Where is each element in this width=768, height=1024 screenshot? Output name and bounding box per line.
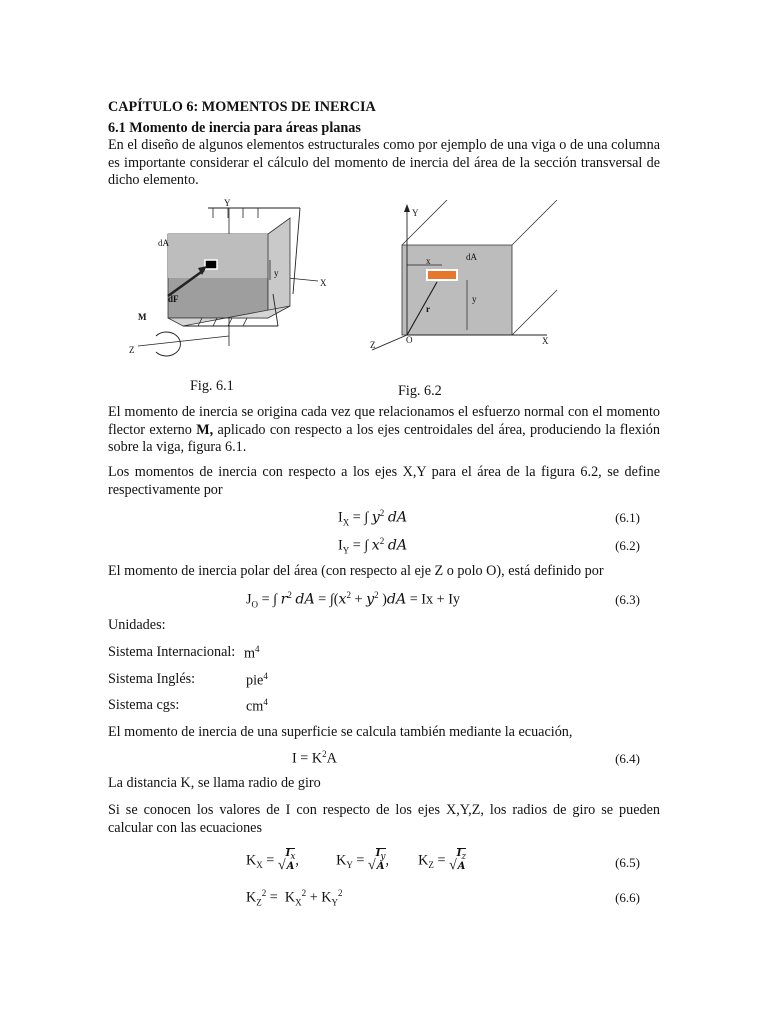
- eq-num-6-4: (6.4): [615, 751, 640, 766]
- fig1-label-M: M: [138, 312, 147, 322]
- fig2-label-o: O: [406, 335, 413, 345]
- unit-si-label: Sistema Internacional:: [108, 644, 236, 660]
- chapter-title: CAPÍTULO 6: MOMENTOS DE INERCIA: [108, 99, 376, 115]
- equation-iy: $I_Y$ = ∫ $x^2$ dA: [338, 536, 408, 556]
- unit-cgs-label: Sistema cgs:: [108, 697, 180, 713]
- fig2-label-x: X: [542, 336, 549, 346]
- unit-english-value: pie$^4$: [246, 671, 268, 689]
- fig2-label-x-dim: x: [426, 256, 431, 266]
- fig1-label-dA: dA: [158, 238, 169, 248]
- eq-num-6-6: (6.6): [615, 890, 640, 905]
- surface-paragraph: El momento de inercia de una superficie se calcula también mediante la ecuación,: [108, 724, 573, 740]
- eq-num-6-5: (6.5): [615, 855, 640, 870]
- fig2-caption: Fig. 6.2: [398, 383, 442, 399]
- side-face: [268, 218, 290, 318]
- dA-element: [427, 270, 457, 280]
- axes-paragraph: Los momentos de inercia con respecto a los ejes X,Y para el área de la figura 6.2, se define respectivamente por: [108, 464, 660, 498]
- moment-paragraph: El momento de inercia se origina cada vez que relacionamos el esfuerzo normal con el momento flector externo M, aplicado con respecto a los ejes centroidales del área, produciendo la flexión sobre la viga, figura 6.1.: [108, 404, 660, 456]
- units-title: Unidades:: [108, 617, 166, 633]
- radius-paragraph: La distancia K, se llama radio de giro: [108, 775, 321, 791]
- eq-num-6-1: (6.1): [615, 510, 640, 525]
- fig2-label-y: Y: [412, 208, 419, 218]
- plane-area: [402, 245, 512, 335]
- eq-num-6-3: (6.3): [615, 592, 640, 607]
- figure-6-2: [362, 200, 562, 355]
- equation-kz: $K_Z^2 = K_X^2 + K_Y^2$: [246, 888, 343, 908]
- fig2-label-r: r: [426, 304, 430, 314]
- fig1-label-z: Z: [129, 345, 135, 355]
- fig1-label-ydim: y: [274, 268, 279, 278]
- fig1-label-dF: dF: [168, 294, 179, 304]
- polar-paragraph: El momento de inercia polar del área (con respecto al eje Z o polo O), está definido por: [108, 563, 604, 579]
- unit-cgs-value: $cm^4$: [246, 697, 268, 715]
- fig1-label-y: Y: [224, 198, 231, 208]
- intro-paragraph: En el diseño de algunos elementos estructurales como por ejemplo de una viga o de una columna es importante considerar el cálculo del momento de inercia del área de la sección transversal de dicho elemento.: [108, 137, 660, 189]
- fig2-label-y-dim: y: [472, 294, 477, 304]
- z-axis-line: [372, 335, 407, 350]
- fig1-label-x: X: [320, 278, 327, 288]
- known-paragraph: Si se conocen los valores de I con respecto de los ejes X,Y,Z, los radios de giro se pueden calcular con las ecuaciones: [108, 802, 660, 836]
- fig2-label-z: Z: [370, 340, 376, 350]
- equation-k: $K_X = √I_x$ A, $K_Y = √I_y$ A, $K_Z = √I_z$ A: [246, 848, 467, 873]
- figure-6-1: [128, 196, 340, 366]
- fig2-label-dA: dA: [466, 252, 477, 262]
- equation-jo: $J_O$ = ∫ $r^2$ dA = $\int(x^2 + y^2$ )dA = Ix + Iy: [246, 590, 461, 610]
- dA-element: [205, 260, 217, 269]
- fig1-caption: Fig. 6.1: [190, 378, 234, 394]
- unit-english-label: Sistema Inglés:: [108, 671, 196, 687]
- eq-num-6-2: (6.2): [615, 538, 640, 553]
- section-title: 6.1 Momento de inercia para áreas planas: [108, 120, 361, 136]
- upper-section: [168, 234, 268, 278]
- equation-i: $I = K^2A$: [292, 749, 337, 767]
- equation-ix: $I_X$ = ∫ $y^2$ dA: [338, 508, 408, 528]
- unit-si-value: $m^4$: [244, 644, 260, 662]
- z-axis-line: [138, 336, 229, 346]
